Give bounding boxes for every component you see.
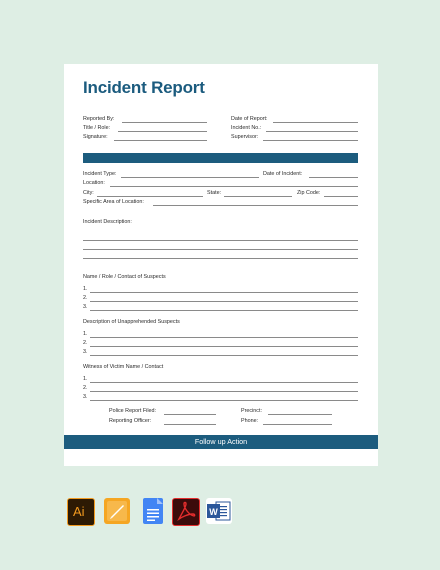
list-number: 1. — [83, 286, 88, 292]
section-divider-bar — [83, 153, 358, 163]
list-number: 1. — [83, 376, 88, 382]
description-line — [83, 249, 358, 250]
supervisor-line — [263, 140, 358, 141]
pdf-icon[interactable] — [172, 498, 200, 526]
document-title: Incident Report — [83, 78, 205, 97]
reporting-officer-line — [164, 424, 216, 425]
list-number: 1. — [83, 331, 88, 337]
incident-no-line — [266, 131, 358, 132]
suspect-line — [90, 292, 358, 293]
incident-type-label: Incident Type: — [83, 171, 117, 177]
reported-by-label: Reported By: — [83, 116, 115, 122]
location-line — [110, 186, 358, 187]
suspects-section-label: Name / Role / Contact of Suspects — [83, 274, 166, 280]
witness-line — [90, 400, 358, 401]
zip-code-line — [324, 196, 358, 197]
witness-line — [90, 391, 358, 392]
reported-by-line — [122, 122, 207, 123]
state-label: State: — [207, 190, 222, 196]
police-report-filed-line — [164, 414, 216, 415]
signature-label: Signature: — [83, 134, 108, 140]
reporting-officer-label: Reporting Officer: — [109, 418, 152, 424]
phone-line — [263, 424, 332, 425]
location-label: Location: — [83, 180, 105, 186]
unapprehended-line — [90, 355, 358, 356]
witness-line — [90, 382, 358, 383]
witness-section-label: Witness of Victim Name / Contact — [83, 364, 164, 370]
list-number: 2. — [83, 340, 88, 346]
word-w-glyph — [206, 498, 232, 524]
docs-lines-glyph — [143, 498, 163, 524]
title-role-line — [118, 131, 207, 132]
follow-up-action-band: Follow up Action — [64, 435, 378, 449]
phone-label: Phone: — [241, 418, 259, 424]
title-role-label: Title / Role: — [83, 125, 111, 131]
date-of-incident-line — [309, 177, 358, 178]
date-of-report-line — [273, 122, 358, 123]
date-of-incident-label: Date of Incident: — [263, 171, 303, 177]
unapprehended-line — [90, 337, 358, 338]
specific-area-label: Specific Area of Location: — [83, 199, 144, 205]
incident-description-label: Incident Description: — [83, 219, 132, 225]
list-number: 2. — [83, 295, 88, 301]
list-number: 2. — [83, 385, 88, 391]
illustrator-icon[interactable]: Ai — [67, 498, 95, 526]
acrobat-glyph — [173, 499, 199, 525]
word-icon[interactable] — [206, 498, 232, 524]
description-line — [83, 258, 358, 259]
incident-no-label: Incident No.: — [231, 125, 262, 131]
state-line — [224, 196, 292, 197]
incident-report-document — [64, 64, 378, 466]
list-number: 3. — [83, 394, 88, 400]
word-letter: W — [209, 507, 218, 517]
police-report-filed-label: Police Report Filed: — [109, 408, 157, 414]
incident-type-line — [121, 177, 259, 178]
city-line — [97, 196, 203, 197]
unapprehended-section-label: Description of Unapprehended Suspects — [83, 319, 180, 325]
signature-line — [114, 140, 207, 141]
specific-area-line — [153, 205, 358, 206]
precinct-line — [268, 414, 332, 415]
google-docs-icon[interactable] — [143, 498, 163, 524]
description-line — [83, 240, 358, 241]
pages-icon[interactable] — [104, 498, 130, 524]
pages-pen-glyph — [104, 498, 130, 524]
precinct-label: Precinct: — [241, 408, 262, 414]
suspect-line — [90, 301, 358, 302]
list-number: 3. — [83, 349, 88, 355]
city-label: City: — [83, 190, 94, 196]
date-of-report-label: Date of Report: — [231, 116, 268, 122]
unapprehended-line — [90, 346, 358, 347]
list-number: 3. — [83, 304, 88, 310]
suspect-line — [90, 310, 358, 311]
supervisor-label: Supervisor: — [231, 134, 259, 140]
zip-code-label: Zip Code: — [297, 190, 321, 196]
